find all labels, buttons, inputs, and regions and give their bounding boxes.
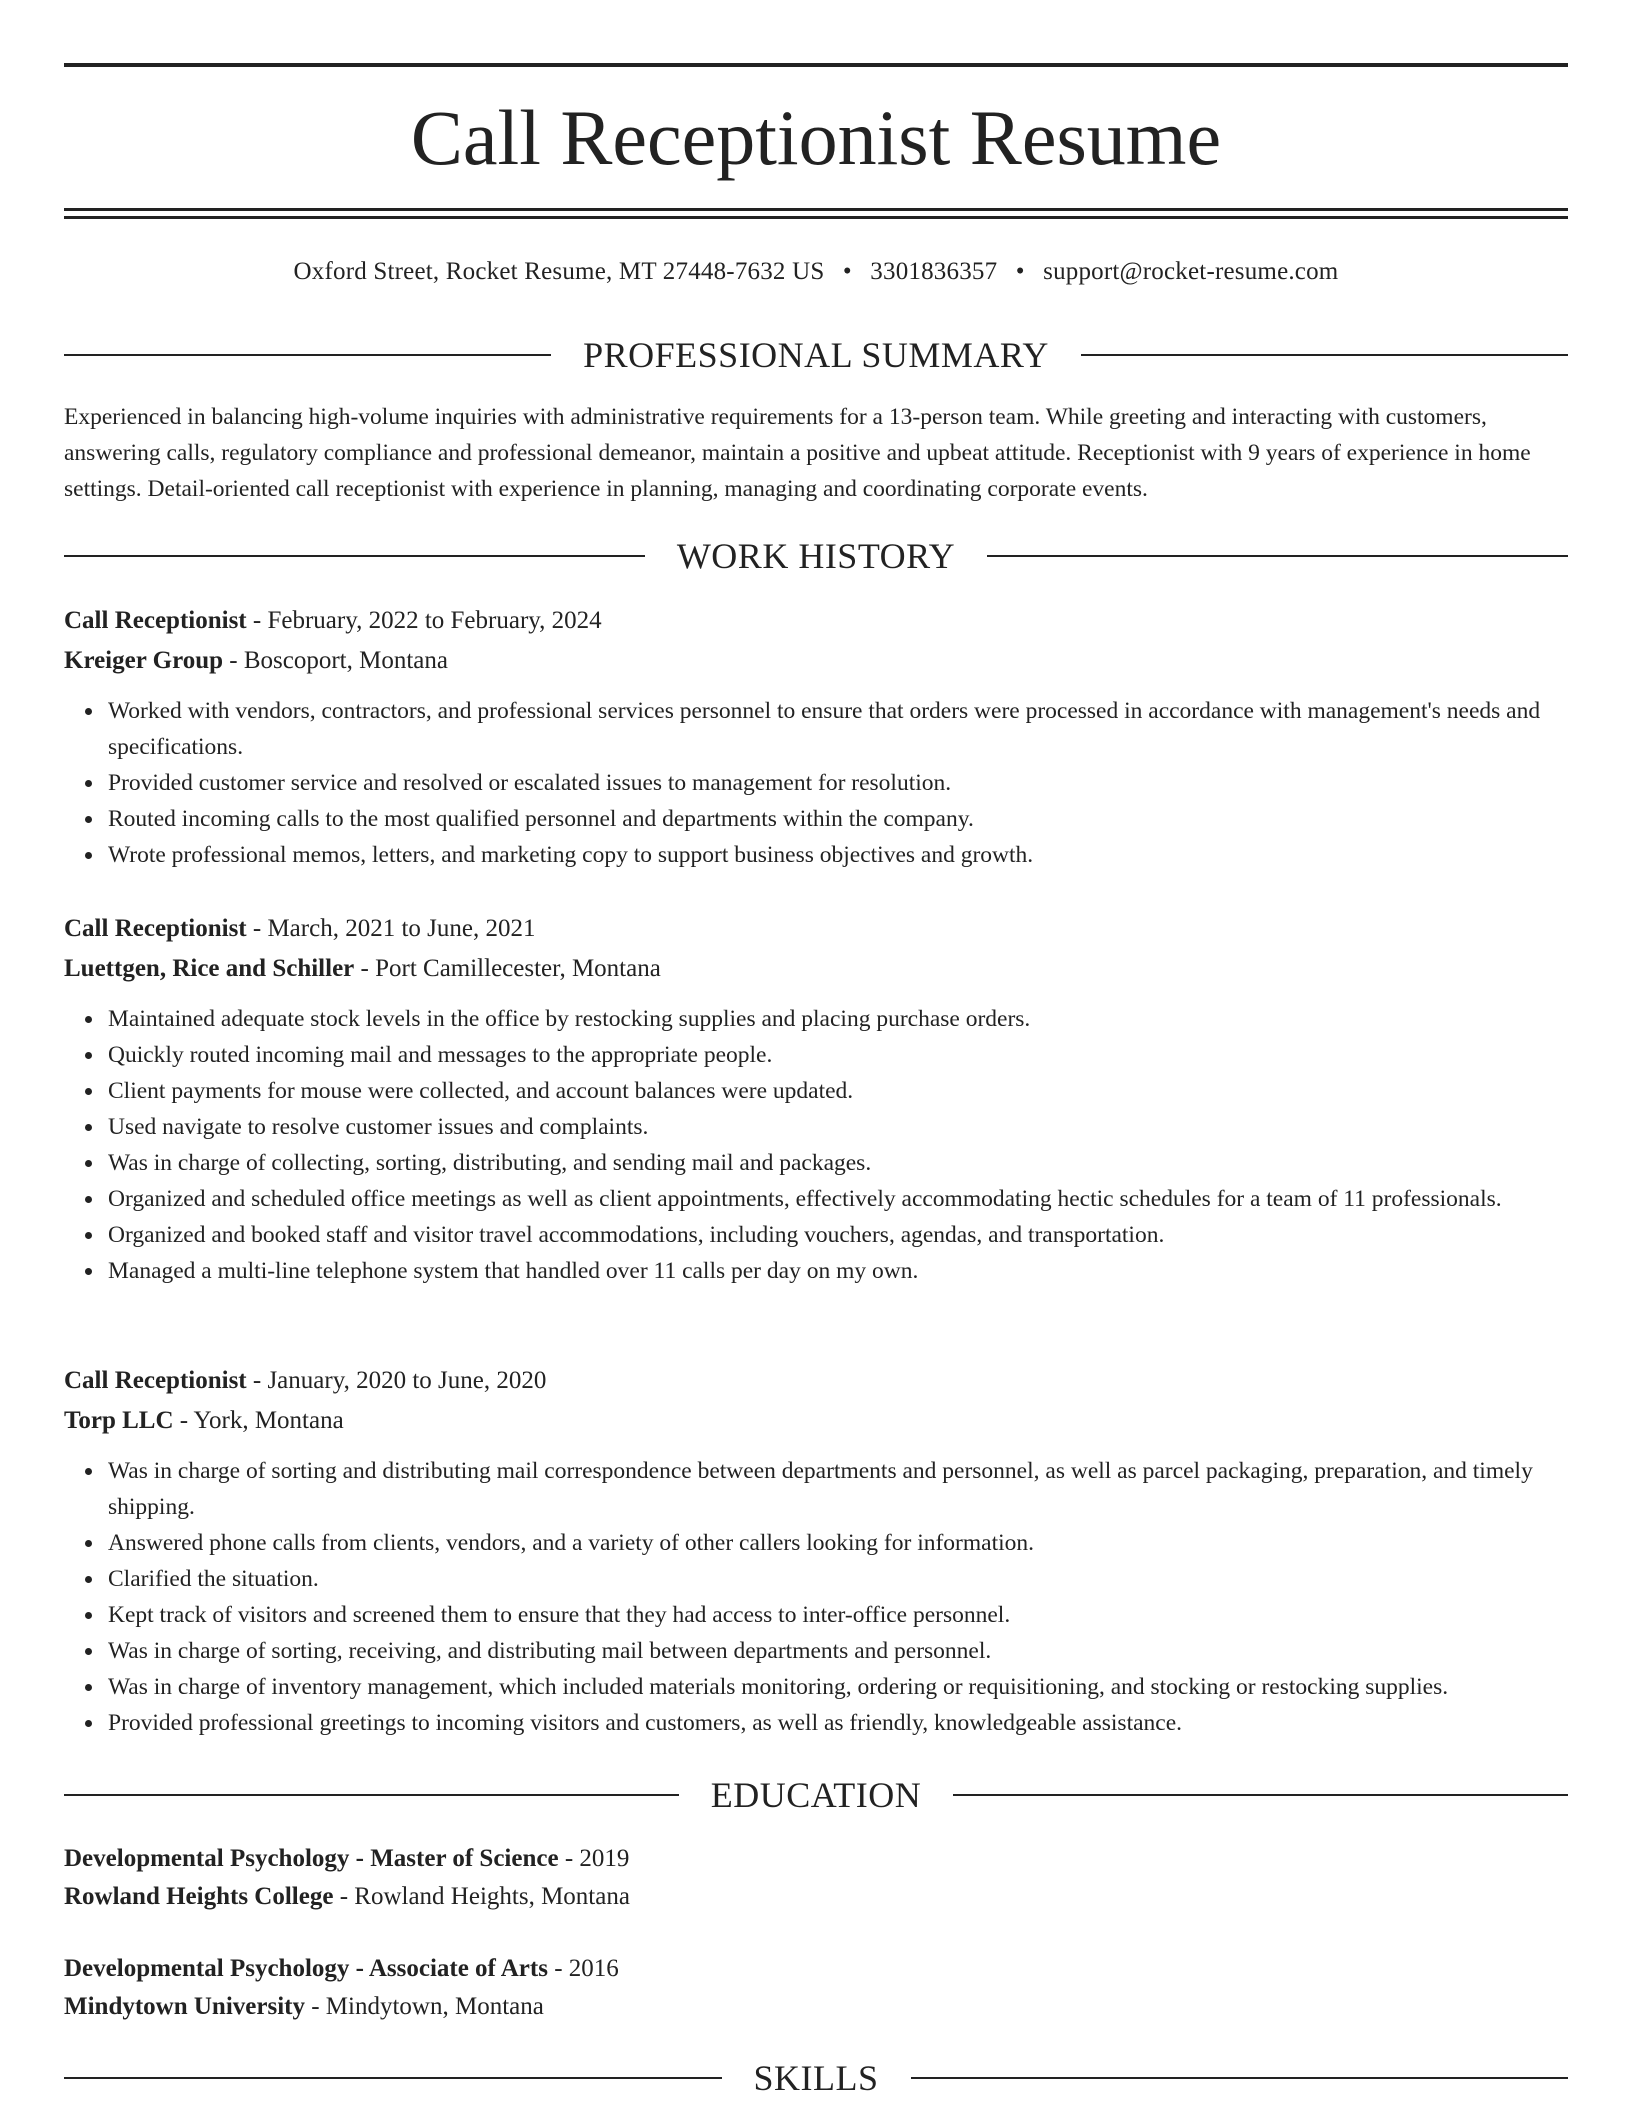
school-location: - Mindytown, Montana — [304, 1993, 544, 2020]
graduation-year: - 2019 — [558, 1845, 630, 1872]
heading-rule — [953, 1794, 1568, 1796]
contact-line — [64, 252, 1568, 292]
degree-line — [64, 1950, 1568, 1988]
heading-rule — [911, 2077, 1569, 2079]
job-bullets — [64, 1453, 1568, 1741]
list-item: Maintained adequate stock levels in the office by restocking supplies and placing purchase orders. — [108, 1001, 1568, 1037]
top-rule — [64, 63, 1568, 67]
contact-separator: • — [1015, 258, 1025, 285]
job-location: - York, Montana — [173, 1407, 344, 1434]
job-company-line — [64, 949, 1568, 989]
section-title: WORK HISTORY — [676, 536, 956, 576]
list-item: Was in charge of collecting, sorting, distributing, and sending mail and packages. — [108, 1145, 1568, 1181]
school-line — [64, 1988, 1568, 2026]
list-item: Organized and booked staff and visitor travel accommodations, including vouchers, agendas, and transportation. — [108, 1217, 1568, 1253]
job-company-line — [64, 641, 1568, 681]
school-location: - Rowland Heights, Montana — [333, 1883, 630, 1910]
job-title: Call Receptionist — [64, 1367, 247, 1394]
list-item: Managed a multi-line telephone system that handled over 11 calls per day on my own. — [108, 1253, 1568, 1289]
list-item: Provided customer service and resolved or escalated issues to management for resolution. — [108, 765, 1568, 801]
job-company-line — [64, 1401, 1568, 1441]
job-dates: - March, 2021 to June, 2021 — [246, 915, 536, 942]
job-bullets — [64, 1001, 1568, 1289]
title-rule-lower — [64, 216, 1568, 219]
section-heading-skills — [64, 2055, 1568, 2101]
section-title: SKILLS — [753, 2058, 879, 2098]
list-item: Used navigate to resolve customer issues and complaints. — [108, 1109, 1568, 1145]
job-dates: - January, 2020 to June, 2020 — [246, 1367, 547, 1394]
heading-rule — [64, 555, 645, 557]
job-title: Call Receptionist — [64, 607, 247, 634]
section-heading-summary — [64, 332, 1568, 378]
list-item: Kept track of visitors and screened them to ensure that they had access to inter-office personnel. — [108, 1597, 1568, 1633]
list-item: Provided professional greetings to incoming visitors and customers, as well as friendly, knowledgeable assistance. — [108, 1705, 1568, 1741]
degree: Developmental Psychology - Associate of Arts — [64, 1955, 548, 1982]
job-company: Torp LLC — [64, 1407, 174, 1434]
list-item: Was in charge of inventory management, which included materials monitoring, ordering or requisitioning, and stocking or restocking supplies. — [108, 1669, 1568, 1705]
list-item: Was in charge of sorting, receiving, and distributing mail between departments and personnel. — [108, 1633, 1568, 1669]
heading-rule — [64, 1794, 679, 1796]
section-heading-education — [64, 1772, 1568, 1818]
degree: Developmental Psychology - Master of Science — [64, 1845, 559, 1872]
job-location: - Port Camillecester, Montana — [354, 955, 661, 982]
list-item: Routed incoming calls to the most qualified personnel and departments within the company. — [108, 801, 1568, 837]
school-name: Rowland Heights College — [64, 1883, 334, 1910]
section-heading-work-history — [64, 533, 1568, 579]
section-title: EDUCATION — [710, 1775, 922, 1815]
list-item: Organized and scheduled office meetings as well as client appointments, effectively accommodating hectic schedules for a team of 11 professionals. — [108, 1181, 1568, 1217]
resume-title: Call Receptionist Resume — [410, 94, 1222, 181]
list-item: Clarified the situation. — [108, 1561, 1568, 1597]
education-entry — [64, 1840, 1568, 1916]
school-line — [64, 1878, 1568, 1916]
job-bullets — [64, 693, 1568, 873]
title-rule-upper — [64, 208, 1568, 211]
list-item: Wrote professional memos, letters, and marketing copy to support business objectives and growth. — [108, 837, 1568, 873]
job-title-line — [64, 1361, 1568, 1401]
list-item: Answered phone calls from clients, vendors, and a variety of other callers looking for information. — [108, 1525, 1568, 1561]
job-entry — [64, 601, 1568, 873]
heading-rule — [64, 2077, 722, 2079]
summary-paragraph: Experienced in balancing high-volume inquiries with administrative requirements for a 13-person team. While greeting and interacting with customers, answering calls, regulatory compliance and professional demeanor, maintain a positive and upbeat attitude. Receptionist with 9 years of experience in home settings. Detail-oriented call receptionist with experience in planning, managing and coordinating corporate events. — [64, 404, 1531, 502]
job-dates: - February, 2022 to February, 2024 — [246, 607, 602, 634]
contact-separator: • — [842, 258, 852, 285]
job-title: Call Receptionist — [64, 915, 247, 942]
job-location: - Boscoport, Montana — [223, 647, 448, 674]
list-item: Quickly routed incoming mail and messages to the appropriate people. — [108, 1037, 1568, 1073]
contact-address: Oxford Street, Rocket Resume, MT 27448-7632 US — [293, 258, 825, 285]
job-company: Kreiger Group — [64, 647, 224, 674]
job-title-line — [64, 601, 1568, 641]
graduation-year: - 2016 — [547, 1955, 619, 1982]
job-entry — [64, 1361, 1568, 1741]
section-title: PROFESSIONAL SUMMARY — [583, 335, 1049, 375]
education-entry — [64, 1950, 1568, 2026]
degree-line — [64, 1840, 1568, 1878]
contact-email: support@rocket-resume.com — [1043, 258, 1339, 285]
school-name: Mindytown University — [64, 1993, 305, 2020]
list-item: Worked with vendors, contractors, and professional services personnel to ensure that orders were processed in accordance with management's needs and specifications. — [108, 693, 1568, 765]
heading-rule — [1081, 354, 1568, 356]
job-entry — [64, 909, 1568, 1289]
list-item: Client payments for mouse were collected, and account balances were updated. — [108, 1073, 1568, 1109]
job-title-line — [64, 909, 1568, 949]
job-company: Luettgen, Rice and Schiller — [64, 955, 355, 982]
heading-rule — [64, 354, 551, 356]
contact-phone: 3301836357 — [870, 258, 998, 285]
list-item: Was in charge of sorting and distributing mail correspondence between departments and personnel, as well as parcel packaging, preparation, and timely shipping. — [108, 1453, 1568, 1525]
heading-rule — [987, 555, 1568, 557]
